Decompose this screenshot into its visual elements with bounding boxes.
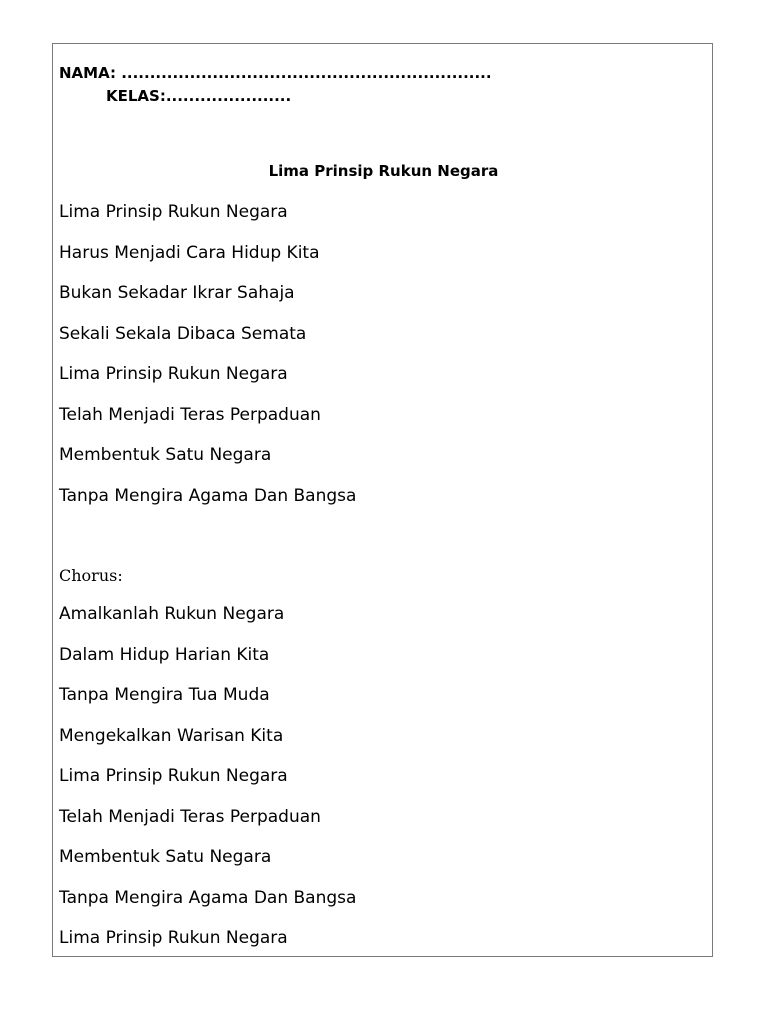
verse-lyrics <box>59 201 356 525</box>
lyric-line: Sekali Sekala Dibaca Semata <box>59 323 307 344</box>
nama-field: NAMA: ................................................................. <box>59 64 492 82</box>
lyric-line: Telah Menjadi Teras Perpaduan <box>59 404 321 425</box>
lyric-line: Tanpa Mengira Agama Dan Bangsa <box>59 887 357 908</box>
lyric-line: Lima Prinsip Rukun Negara <box>59 928 288 948</box>
lyric-line: Bukan Sekadar Ikrar Sahaja <box>59 283 295 303</box>
lyric-line: Dalam Hidup Harian Kita <box>59 644 270 665</box>
lyric-line: Lima Prinsip Rukun Negara <box>59 364 288 384</box>
lyric-line: Membentuk Satu Negara <box>59 445 272 465</box>
lyric-line: Tanpa Mengira Agama Dan Bangsa <box>59 485 357 506</box>
lyric-line: Lima Prinsip Rukun Negara <box>59 202 288 222</box>
lyric-line: Tanpa Mengira Tua Muda <box>59 685 270 705</box>
chorus-label: Chorus: <box>59 566 123 585</box>
worksheet-page <box>52 43 713 957</box>
lyric-line: Telah Menjadi Teras Perpaduan <box>59 806 321 827</box>
lyric-line: Harus Menjadi Cara Hidup Kita <box>59 242 320 263</box>
lyric-line: Membentuk Satu Negara <box>59 847 272 867</box>
page-title: Lima Prinsip Rukun Negara <box>268 162 499 180</box>
chorus-lyrics <box>59 603 356 968</box>
lyric-line: Lima Prinsip Rukun Negara <box>59 766 288 786</box>
lyric-line: Amalkanlah Rukun Negara <box>59 604 285 624</box>
lyric-line: Mengekalkan Warisan Kita <box>59 725 284 746</box>
kelas-field: KELAS:...................... <box>106 87 292 105</box>
